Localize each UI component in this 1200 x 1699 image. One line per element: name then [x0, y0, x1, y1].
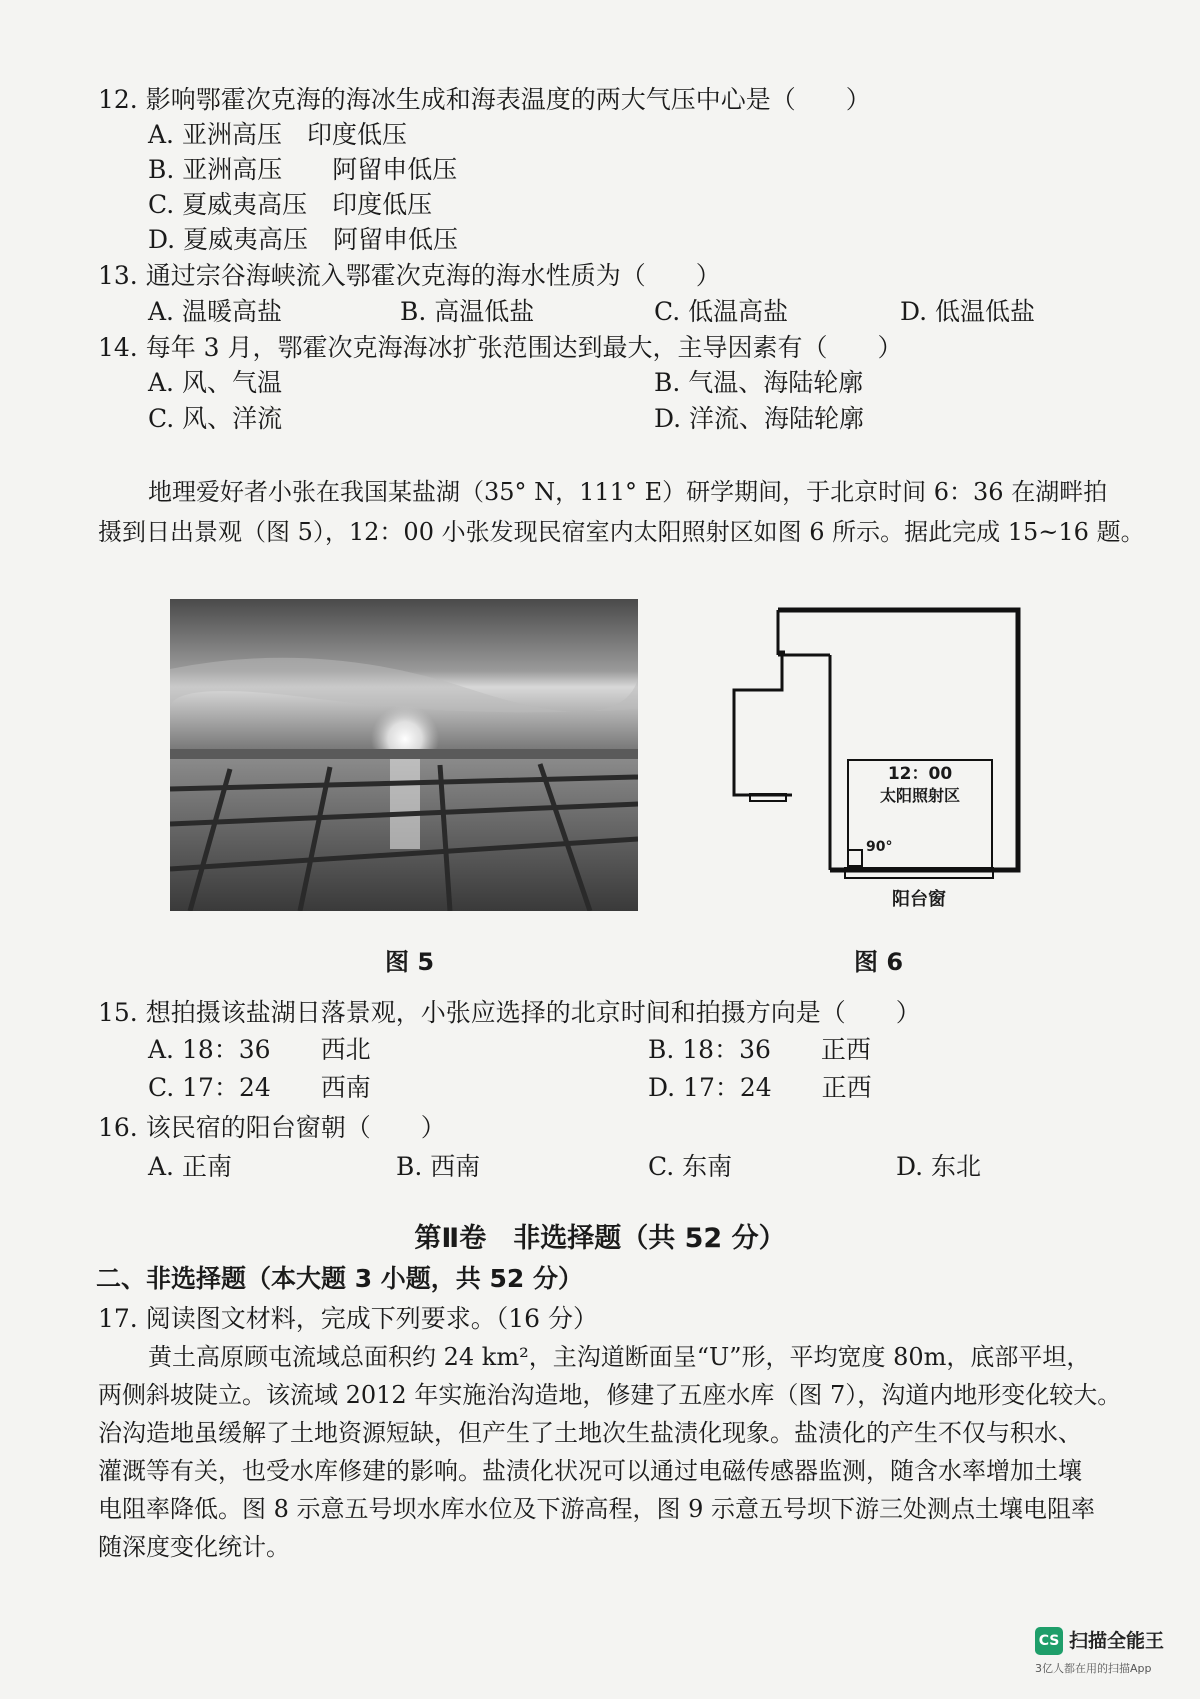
- fig6-time-label: 12：00: [887, 764, 953, 784]
- q16-option-c: C. 东南: [648, 1152, 733, 1181]
- q17-line-4: 灌溉等有关，也受水库修建的影响。盐渍化状况可以通过电磁传感器监测，随含水率增加土壤: [98, 1457, 1082, 1485]
- q17-line-2: 两侧斜坡陡立。该流域 2012 年实施治沟造地，修建了五座水库（图 7），沟道内地形变化较大。: [98, 1381, 1122, 1409]
- fig5-caption: 图 5: [385, 948, 435, 976]
- q14-option-b: B. 气温、海陆轮廓: [654, 368, 864, 397]
- fig6-caption: 图 6: [854, 948, 904, 976]
- q13-option-d: D. 低温低盐: [900, 297, 1036, 326]
- q12-option-d: D. 夏威夷高压 阿留申低压: [148, 225, 459, 254]
- q15-option-c: C. 17：24 西南: [148, 1073, 371, 1102]
- scanner-logo-icon: CS: [1035, 1627, 1063, 1655]
- q14-option-d: D. 洋流、海陆轮廓: [654, 404, 865, 433]
- q15-option-d: D. 17：24 正西: [648, 1073, 872, 1102]
- section2-heading: 二、非选择题（本大题 3 小题，共 52 分）: [96, 1264, 584, 1293]
- q15-option-b: B. 18：36 正西: [648, 1035, 871, 1064]
- section2-title: 第Ⅱ卷 非选择题（共 52 分）: [414, 1223, 786, 1254]
- q13-option-b: B. 高温低盐: [400, 297, 535, 326]
- intro-line-2: 摄到日出景观（图 5），12：00 小张发现民宿室内太阳照射区如图 6 所示。据此完成 15~16 题。: [98, 518, 1145, 546]
- q17-stem: 17. 阅读图文材料，完成下列要求。（16 分）: [98, 1304, 598, 1333]
- q12-option-b: B. 亚洲高压 阿留申低压: [148, 155, 458, 184]
- q17-line-1: 黄土高原顾屯流域总面积约 24 km²，主沟道断面呈“U”形，平均宽度 80m，底部平坦，: [148, 1343, 1091, 1371]
- fig6-floor-plan: [720, 600, 1040, 920]
- q14-option-c: C. 风、洋流: [148, 404, 283, 433]
- q13-option-c: C. 低温高盐: [654, 297, 789, 326]
- intro-line-1: 地理爱好者小张在我国某盐湖（35° N，111° E）研学期间，于北京时间 6：36 在湖畔拍: [148, 478, 1108, 506]
- scanner-watermark: [1035, 1625, 1175, 1687]
- q16-option-a: A. 正南: [148, 1152, 232, 1181]
- q17-line-6: 随深度变化统计。: [98, 1533, 290, 1561]
- q16-stem: 16. 该民宿的阳台窗朝（ ）: [98, 1113, 446, 1142]
- scanner-app-name: 扫描全能王: [1069, 1630, 1165, 1652]
- q16-option-b: B. 西南: [396, 1152, 481, 1181]
- q13-stem: 13. 通过宗谷海峡流入鄂霍次克海的海水性质为（ ）: [98, 261, 721, 290]
- scanner-tagline: 3亿人都在用的扫描App: [1035, 1662, 1152, 1675]
- q16-option-d: D. 东北: [896, 1152, 982, 1181]
- q12-stem: 12. 影响鄂霍次克海的海冰生成和海表温度的两大气压中心是（ ）: [98, 85, 871, 114]
- q17-line-5: 电阻率降低。图 8 示意五号坝水库水位及下游高程，图 9 示意五号坝下游三处测点土壤电阻率: [98, 1495, 1096, 1523]
- q15-option-a: A. 18：36 西北: [148, 1035, 371, 1064]
- q17-line-3: 治沟造地虽缓解了土地资源短缺，但产生了土地次生盐渍化现象。盐渍化的产生不仅与积水、: [98, 1419, 1082, 1447]
- q12-option-a: A. 亚洲高压 印度低压: [148, 120, 407, 149]
- fig6-sunlit-area-label: 太阳照射区: [879, 786, 960, 805]
- q13-option-a: A. 温暖高盐: [148, 297, 282, 326]
- fig6-angle-label: 90°: [866, 839, 893, 855]
- fig6-balcony-window-label: 阳台窗: [892, 889, 946, 910]
- q15-stem: 15. 想拍摄该盐湖日落景观，小张应选择的北京时间和拍摄方向是（ ）: [98, 998, 921, 1027]
- q14-option-a: A. 风、气温: [148, 368, 282, 397]
- q12-option-c: C. 夏威夷高压 印度低压: [148, 190, 433, 219]
- fig5-sunrise-photo: [170, 599, 638, 911]
- q14-stem: 14. 每年 3 月，鄂霍次克海海冰扩张范围达到最大，主导因素有（ ）: [98, 333, 903, 362]
